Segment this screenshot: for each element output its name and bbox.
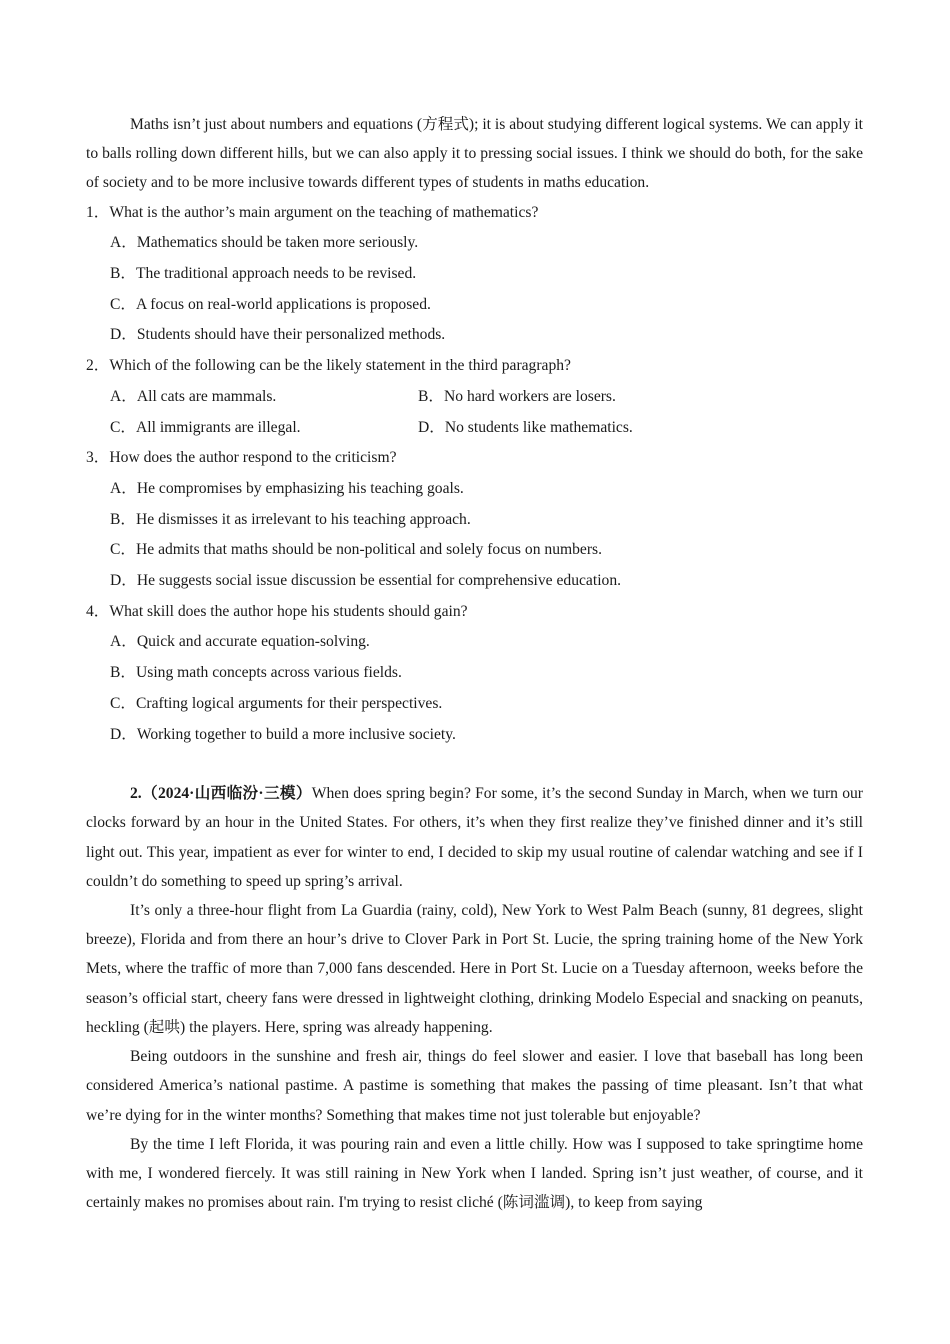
question-1-option-a: A．Mathematics should be taken more seriously. [110, 234, 419, 252]
passage-2-paragraph-2: It’s only a three-hour flight from La Guardia (rainy, cold), New York to West Palm Beach (sunny, 81 degrees, slight breeze), Florida and from there an hour’s drive to Clover Park in Port St. Lucie, the spring training home of the New York Mets, where the traffic of more than 7,000 fans descended. Here in Port St. Lucie on a Tuesday afternoon, weeks before the season’s official start, cheery fans were dressed in lightweight clothing, drinking Modelo Especial and snacking on peanuts, heckling (起哄) the players. Here, spring was already happening. [86, 902, 863, 1036]
question-1-option-b: B．The traditional approach needs to be revised. [110, 265, 417, 283]
passage-2-paragraph-4: By the time I left Florida, it was pouring rain and even a little chilly. How was I supposed to take springtime home with me, I wondered fiercely. It was still raining in New York when I landed. Spring isn’t just weather, of course, and it certainly makes no promises about rain. I'm trying to resist cliché (陈词滥调), to keep from saying [86, 1135, 863, 1212]
passage-2-source-label: 2.（2024·山西临汾·三模） [130, 785, 312, 803]
question-3-option-b: B．He dismisses it as irrelevant to his teaching approach. [110, 510, 471, 528]
question-2-stem: 2．Which of the following can be the likely statement in the third paragraph? [86, 357, 571, 375]
question-4-stem: 4．What skill does the author hope his students should gain? [86, 602, 468, 620]
question-2-options-row-1 [86, 382, 863, 413]
question-4-option-b: B．Using math concepts across various fields. [110, 664, 402, 682]
question-4-option-a: A．Quick and accurate equation-solving. [110, 633, 370, 651]
document-page [86, 110, 863, 1217]
question-2-option-b: B．No hard workers are losers. [418, 387, 616, 405]
question-3-stem: 3．How does the author respond to the criticism? [86, 449, 397, 467]
section-spacer [86, 750, 863, 779]
question-2-option-d: D．No students like mathematics. [418, 418, 633, 436]
passage-2-paragraph-3: Being outdoors in the sunshine and fresh air, things do feel slower and easier. I love that baseball has long been considered America’s national pastime. A pastime is something that makes the passing of time pleasant. Isn’t that what we’re dying for in the winter months? Something that makes time not just tolerable but enjoyable? [86, 1048, 863, 1124]
passage-2-paragraph-1 [86, 779, 863, 896]
question-2-option-a: A．All cats are mammals. [110, 387, 277, 405]
question-1-option-c: C．A focus on real-world applications is proposed. [110, 295, 431, 313]
question-3-option-c: C．He admits that maths should be non-political and solely focus on numbers. [110, 541, 602, 559]
question-3-option-d: D．He suggests social issue discussion be essential for comprehensive education. [110, 572, 622, 590]
passage-2-paragraph-1-text: When does spring begin? For some, it’s the second Sunday in March, when we turn our clocks forward by an hour in the United States. For others, it’s when they first realize they’ve finished dinner and it’s still light out. This year, impatient as ever for winter to end, I decided to skip my usual routine of calendar watching and see if I couldn’t do something to speed up spring’s arrival. [86, 785, 863, 890]
question-3-option-a: A．He compromises by emphasizing his teaching goals. [110, 479, 464, 497]
question-1-option-d: D．Students should have their personalized methods. [110, 326, 446, 344]
question-1-stem: 1．What is the author’s main argument on the teaching of mathematics? [86, 203, 539, 221]
question-4-option-c: C．Crafting logical arguments for their perspectives. [110, 694, 443, 712]
question-2-option-c: C．All immigrants are illegal. [110, 418, 301, 436]
question-4-option-d: D．Working together to build a more inclusive society. [110, 725, 456, 743]
passage-closing-paragraph: Maths isn’t just about numbers and equations (方程式); it is about studying different logical systems. We can apply it to balls rolling down different hills, but we can also apply it to pressing social issues. I think we should do both, for the sake of society and to be more inclusive towards different types of students in maths education. [86, 116, 863, 192]
question-2-options-row-2 [86, 413, 863, 444]
